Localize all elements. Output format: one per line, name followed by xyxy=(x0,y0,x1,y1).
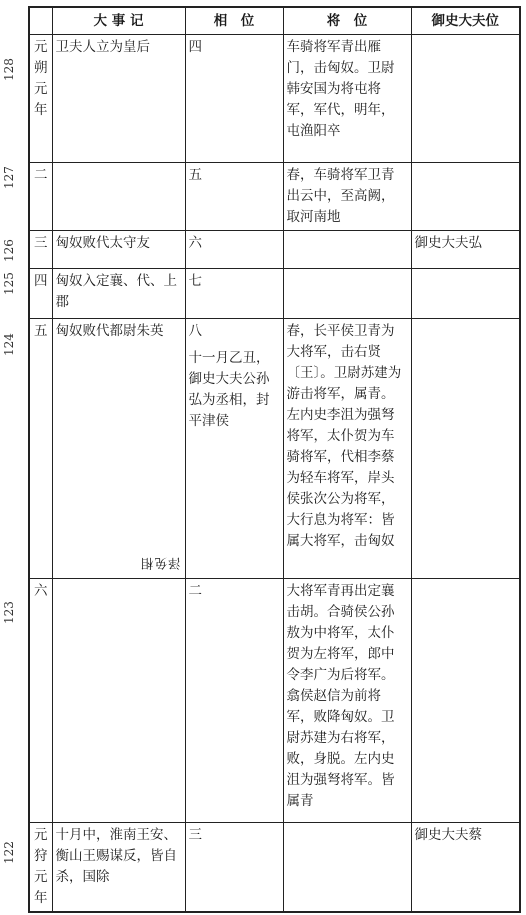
era-cell: 二 xyxy=(29,163,52,231)
general-cell xyxy=(283,823,411,913)
header-general: 将 位 xyxy=(283,7,411,35)
events-cell: 卫夫人立为皇后 xyxy=(52,35,185,163)
general-cell xyxy=(283,231,411,269)
header-events: 大 事 记 xyxy=(52,7,185,35)
censor-cell xyxy=(411,163,520,231)
year-label: 125 xyxy=(2,272,16,296)
table-row xyxy=(29,163,520,231)
chancellor-cell: 七 xyxy=(185,269,283,319)
general-cell: 春，长平侯卫青为大将军，击右贤〔王〕。卫尉苏建为游击将军，属青。左内史李沮为强弩将军，太仆贺为车骑将军，代相李蔡为轻车将军，岸头侯张次公为将军，大行息为将军：皆属大将军，击匈奴 xyxy=(283,319,411,579)
year-label: 128 xyxy=(2,58,16,82)
year-label: 126 xyxy=(2,239,16,263)
censor-cell xyxy=(411,35,520,163)
header-row xyxy=(29,7,520,35)
chancellor-cell: 六 xyxy=(185,231,283,269)
table-row xyxy=(29,35,520,163)
general-cell: 春，车骑将军卫青出云中，至高阙，取河南地 xyxy=(283,163,411,231)
era-cell: 元狩元年 xyxy=(29,823,52,913)
censor-cell xyxy=(411,269,520,319)
chancellor-note: 十一月乙丑，御史大夫公孙弘为丞相，封平津侯 xyxy=(188,350,270,429)
dismissal-note: 泽免相 xyxy=(139,556,181,571)
events-text: 匈奴败代都尉朱英 xyxy=(55,323,164,339)
table-row xyxy=(29,269,520,319)
header-censor: 御史大夫位 xyxy=(411,7,520,35)
chancellor-cell: 五 xyxy=(185,163,283,231)
events-cell: 十月中，淮南王安、衡山王赐谋反，皆自杀，国除 xyxy=(52,823,185,913)
censor-cell xyxy=(411,319,520,579)
era-cell: 五 xyxy=(29,319,52,579)
chancellor-cell xyxy=(185,319,283,579)
events-cell: 匈奴败代太守友 xyxy=(52,231,185,269)
era-cell: 三 xyxy=(29,231,52,269)
era-cell: 元朔元年 xyxy=(29,35,52,163)
general-cell: 车骑将军青出雁门，击匈奴。卫尉韩安国为将屯将军，军代，明年，屯渔阳卒 xyxy=(283,35,411,163)
chancellor-number: 八 xyxy=(188,323,202,339)
year-label: 127 xyxy=(2,166,16,190)
censor-cell xyxy=(411,579,520,823)
table-row xyxy=(29,319,520,579)
events-cell xyxy=(52,319,185,579)
chancellor-cell: 二 xyxy=(185,579,283,823)
events-cell: 匈奴入定襄、代、上郡 xyxy=(52,269,185,319)
year-label: 122 xyxy=(2,841,16,865)
table-row xyxy=(29,823,520,913)
era-cell: 四 xyxy=(29,269,52,319)
year-label: 123 xyxy=(2,601,16,625)
general-cell: 大将军青再出定襄击胡。合骑侯公孙敖为中将军，太仆贺为左将军，郎中令李广为后将军。翕侯赵信为前将军，败降匈奴。卫尉苏建为右将军，败，身脱。左内史沮为强弩将军。皆属青 xyxy=(283,579,411,823)
header-era xyxy=(29,7,52,35)
events-cell xyxy=(52,579,185,823)
header-chancellor: 相 位 xyxy=(185,7,283,35)
general-cell xyxy=(283,269,411,319)
censor-cell: 御史大夫蔡 xyxy=(411,823,520,913)
era-cell: 六 xyxy=(29,579,52,823)
chancellor-cell: 四 xyxy=(185,35,283,163)
censor-cell: 御史大夫弘 xyxy=(411,231,520,269)
chancellor-cell: 三 xyxy=(185,823,283,913)
year-label: 124 xyxy=(2,333,16,357)
table-row xyxy=(29,231,520,269)
table-row xyxy=(29,579,520,823)
events-cell xyxy=(52,163,185,231)
chronology-table xyxy=(28,6,521,913)
